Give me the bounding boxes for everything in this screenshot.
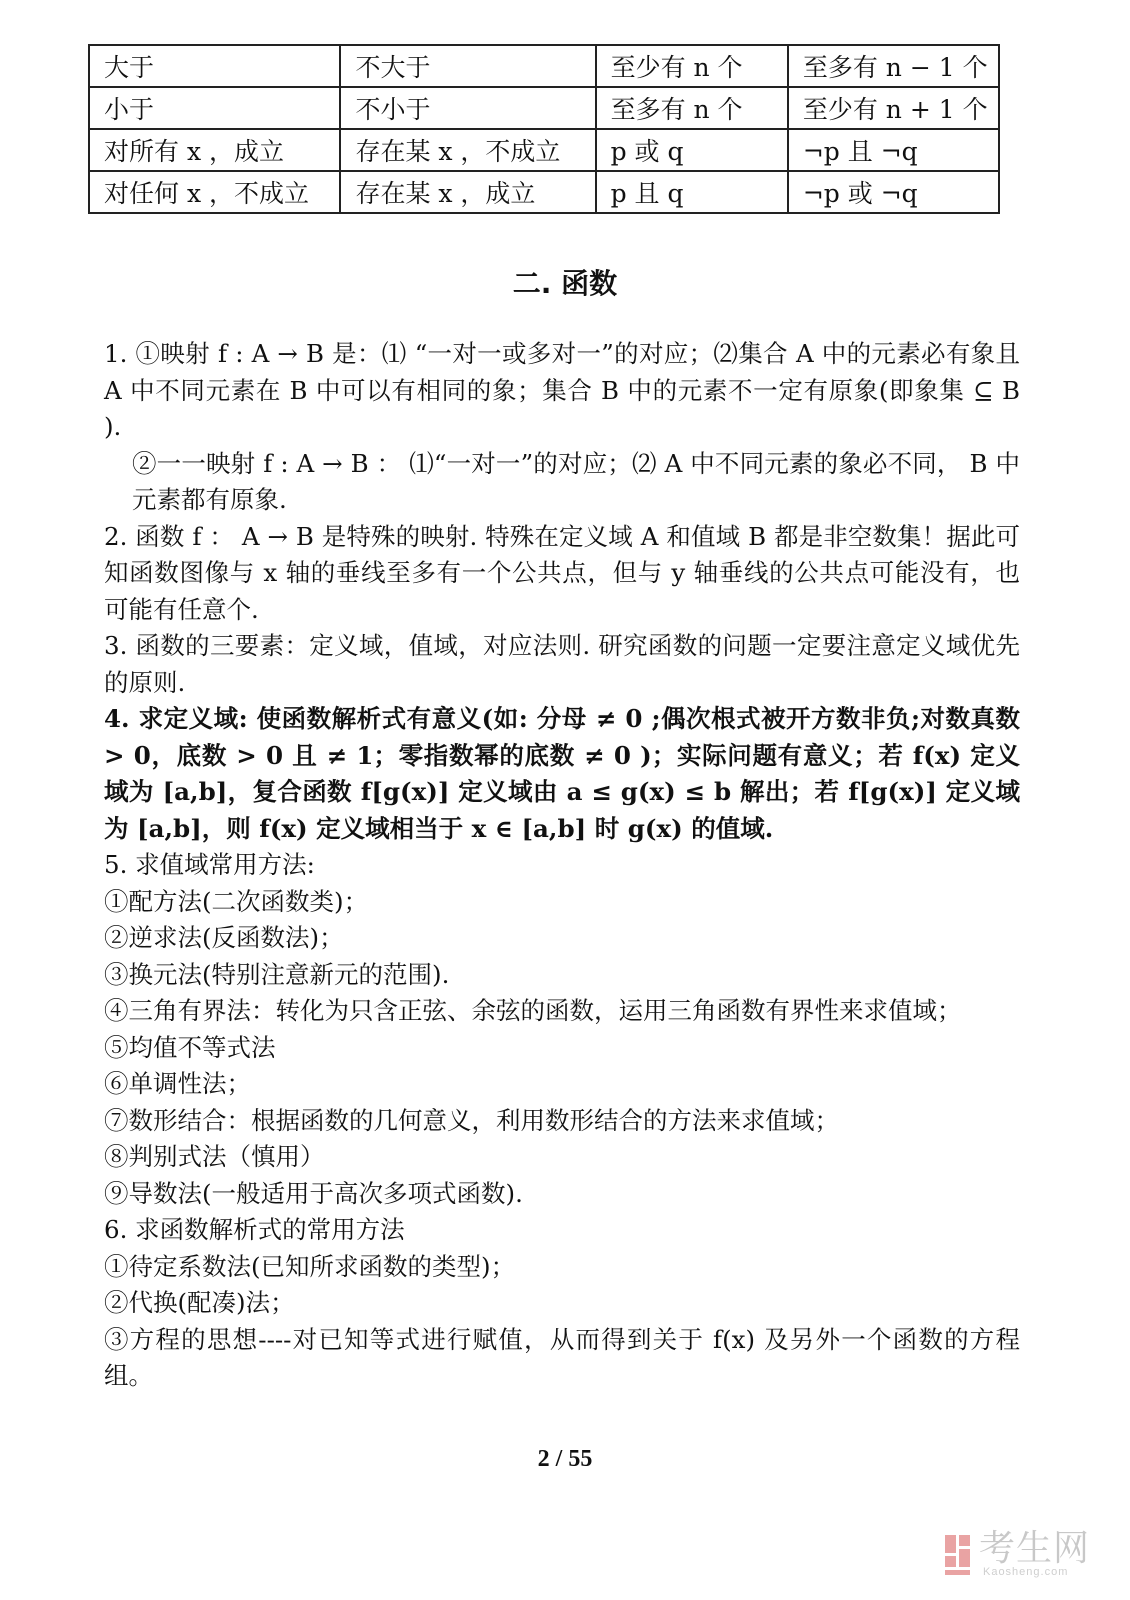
page-number: 2 / 55 xyxy=(537,1446,593,1472)
table-cell: 对任何 x ，不成立 xyxy=(89,171,340,213)
list-item: ⑧判别式法（慎用） xyxy=(104,1142,325,1171)
table-cell: 不小于 xyxy=(340,87,595,129)
paragraph-bijection: ②一一映射 f : A → B ： ⑴“一对一”的对应；⑵ A 中不同元素的象必不同， B 中元素都有原象. xyxy=(132,448,1020,514)
table-cell: 存在某 x ，成立 xyxy=(340,171,595,213)
table-row xyxy=(89,45,999,87)
table-cell: 至少有 n 个 xyxy=(596,45,788,87)
table-cell: p 或 q xyxy=(596,129,788,171)
paragraph-three-elements: 3. 函数的三要素：定义域，值域，对应法则. 研究函数的问题一定要注意定义域优先的原则. xyxy=(104,631,1020,697)
negation-table xyxy=(88,44,1000,214)
table-row xyxy=(89,171,999,213)
table-cell: 至多有 n 个 xyxy=(596,87,788,129)
body-text xyxy=(104,336,1020,1395)
table-cell: 不大于 xyxy=(340,45,595,87)
list-item: ②逆求法(反函数法)； xyxy=(104,923,344,952)
table-cell: 至多有 n − 1 个 xyxy=(788,45,999,87)
section-title: 二. 函数 xyxy=(512,267,618,300)
table-cell: 存在某 x ，不成立 xyxy=(340,129,595,171)
list-item: ⑤均值不等式法 xyxy=(104,1032,276,1062)
paragraph-range-methods: 5. 求值域常用方法: xyxy=(104,850,315,879)
list-item: ①待定系数法(已知所求函数的类型)； xyxy=(104,1251,516,1281)
watermark-text-group xyxy=(978,1528,1090,1578)
watermark-url: Kaosheng.com xyxy=(982,1566,1069,1578)
paragraph-mapping: 1. ①映射 f : A → B 是：⑴ “一对一或多对一”的对应；⑵集合 A 中的元素必有象且 A 中不同元素在 B 中可以有相同的象；集合 B 中的元素不一定有原象(即象集 ⊆ B ). xyxy=(104,339,1020,441)
table-cell: 大于 xyxy=(89,45,340,87)
list-item: ④三角有界法：转化为只含正弦、余弦的函数，运用三角函数有界性来求值域； xyxy=(104,996,962,1025)
paragraph-expression-methods: 6. 求函数解析式的常用方法 xyxy=(104,1215,405,1244)
table-cell: p 且 q xyxy=(596,171,788,213)
paragraph-domain: 4. 求定义域: 使函数解析式有意义(如: 分母 ≠ 0 ;偶次根式被开方数非负;对数真数 > 0，底数 > 0 且 ≠ 1；零指数幂的底数 ≠ 0 )；实际问题有意义；若 f(x) 定义域为 [a,b]，复合函数 f[g(x)] 定义域由 a ≤ g(x) ≤ b 解出；若 f[g(x)] 定义域为 [a,b]，则 f(x) 定义域相当于 x ∈ [a,b] 时 g(x) 的值域. xyxy=(104,704,1020,843)
table-row xyxy=(89,129,999,171)
table-cell: ¬p 且 ¬q xyxy=(788,129,999,171)
list-item: ③换元法(特别注意新元的范围). xyxy=(104,959,450,989)
paragraph-function-def: 2. 函数 f ： A → B 是特殊的映射. 特殊在定义域 A 和值域 B 都是非空数集！据此可知函数图像与 x 轴的垂线至多有一个公共点，但与 y 轴垂线的公共点可能没有，也可能有任意个. xyxy=(104,521,1020,624)
list-item: ⑦数形结合：根据函数的几何意义，利用数形结合的方法来求值域； xyxy=(104,1105,839,1135)
list-item: ⑥单调性法； xyxy=(104,1069,251,1098)
table-cell: ¬p 或 ¬q xyxy=(788,171,999,213)
list-item: ①配方法(二次函数类)； xyxy=(104,886,369,916)
list-item: ②代换(配凑)法； xyxy=(104,1288,295,1317)
watermark xyxy=(943,1528,1090,1578)
list-item: ⑨导数法(一般适用于高次多项式函数). xyxy=(104,1178,523,1208)
kaosheng-logo-icon xyxy=(943,1533,973,1577)
watermark-text: 考生网 xyxy=(978,1528,1090,1569)
table-cell: 小于 xyxy=(89,87,340,129)
list-item: ③方程的思想----对已知等式进行赋值，从而得到关于 f(x) 及另外一个函数的方程组。 xyxy=(104,1324,1020,1390)
table-cell: 对所有 x ，成立 xyxy=(89,129,340,171)
table-cell: 至少有 n + 1 个 xyxy=(788,87,999,129)
table-row xyxy=(89,87,999,129)
